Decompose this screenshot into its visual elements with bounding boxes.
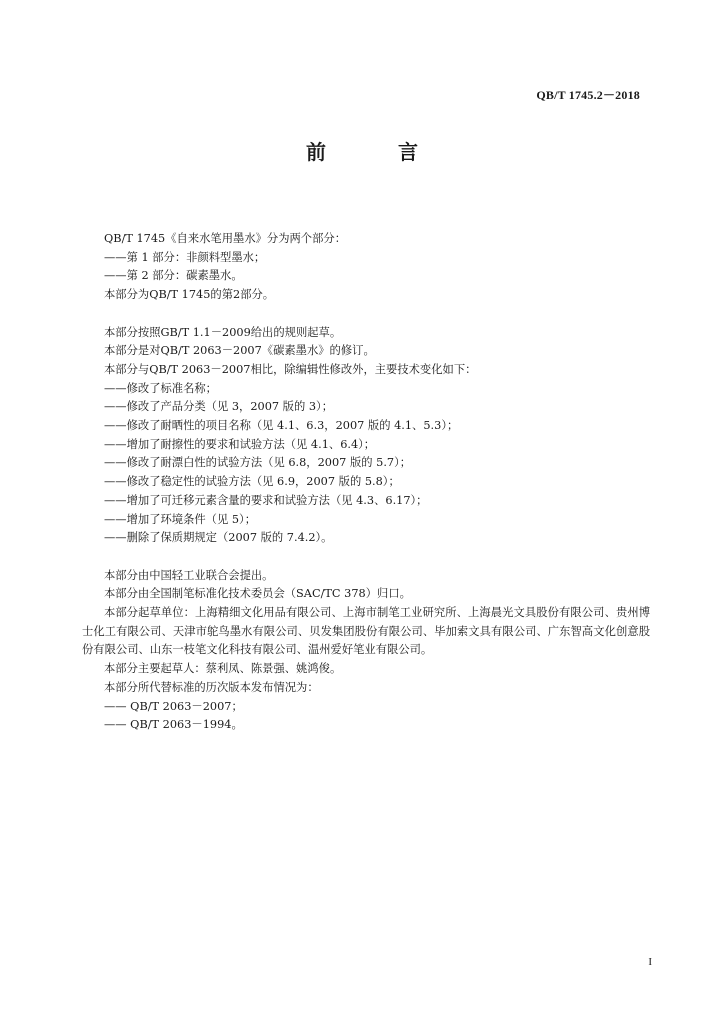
changes-block xyxy=(82,324,650,548)
change-item: ——修改了耐晒性的项目名称（见 4.1、6.3，2007 版的 4.1、5.3）； xyxy=(104,419,459,433)
spacer xyxy=(82,305,650,324)
change-item: ——增加了可迁移元素含量的要求和试验方法（见 4.3、6.17）； xyxy=(104,493,428,507)
text-line: 本部分是对QB/T 2063－2007《碳素墨水》的修订。 xyxy=(104,344,375,358)
text-line: ——第 1 部分：非颜料型墨水； xyxy=(104,250,266,264)
text-line: 本部分按照GB/T 1.1－2009给出的规则起草。 xyxy=(104,325,342,339)
change-item: ——删除了保质期规定（2007 版的 7.4.2）。 xyxy=(104,531,333,545)
drafters-line: 本部分主要起草人：蔡利凤、陈景强、姚鸿俊。 xyxy=(104,662,342,676)
text-line: 本部分由全国制笔标准化技术委员会（SAC/TC 378）归口。 xyxy=(104,587,411,601)
drafting-units: 本部分起草单位：上海精细文化用品有限公司、上海市制笔工业研究所、上海晨光文具股份有限公司、贵州博士化工有限公司、天津市鸵鸟墨水有限公司、贝发集团股份有限公司、毕加索文具有限公司、广东智高文化创意股份有限公司、山东一枝笔文化科技有限公司、温州爱好笔业有限公司。 xyxy=(82,606,650,657)
text-line: 本部分与QB/T 2063－2007相比，除编辑性修改外，主要技术变化如下： xyxy=(104,362,477,376)
spacer xyxy=(82,548,650,567)
document-body xyxy=(82,230,650,735)
change-item: ——增加了耐擦性的要求和试验方法（见 4.1、6.4）； xyxy=(104,437,376,451)
change-item: ——增加了环境条件（见 5）； xyxy=(104,512,256,526)
parts-block xyxy=(82,230,650,305)
page-number: I xyxy=(648,956,652,968)
text-line: ——第 2 部分：碳素墨水。 xyxy=(104,269,243,283)
page-title: 前 言 xyxy=(306,140,444,164)
text-line: 本部分由中国轻工业联合会提出。 xyxy=(104,568,274,582)
standard-code: QB/T 1745.2－2018 xyxy=(536,88,640,102)
text-line: 本部分所代替标准的历次版本发布情况为： xyxy=(104,680,319,694)
text-line: 本部分为QB/T 1745的第2部分。 xyxy=(104,288,275,302)
text-line: QB/T 1745《自来水笔用墨水》分为两个部分： xyxy=(104,232,346,245)
responsibility-block xyxy=(82,567,650,735)
history-item: —— QB/T 2063－1994。 xyxy=(104,718,243,732)
change-item: ——修改了标准名称； xyxy=(104,381,217,395)
change-item: ——修改了产品分类（见 3，2007 版的 3）； xyxy=(104,400,333,414)
history-item: —— QB/T 2063－2007； xyxy=(104,699,243,713)
change-item: ——修改了稳定性的试验方法（见 6.9，2007 版的 5.8）； xyxy=(104,475,400,489)
change-item: ——修改了耐漂白性的试验方法（见 6.8，2007 版的 5.7）； xyxy=(104,456,412,470)
